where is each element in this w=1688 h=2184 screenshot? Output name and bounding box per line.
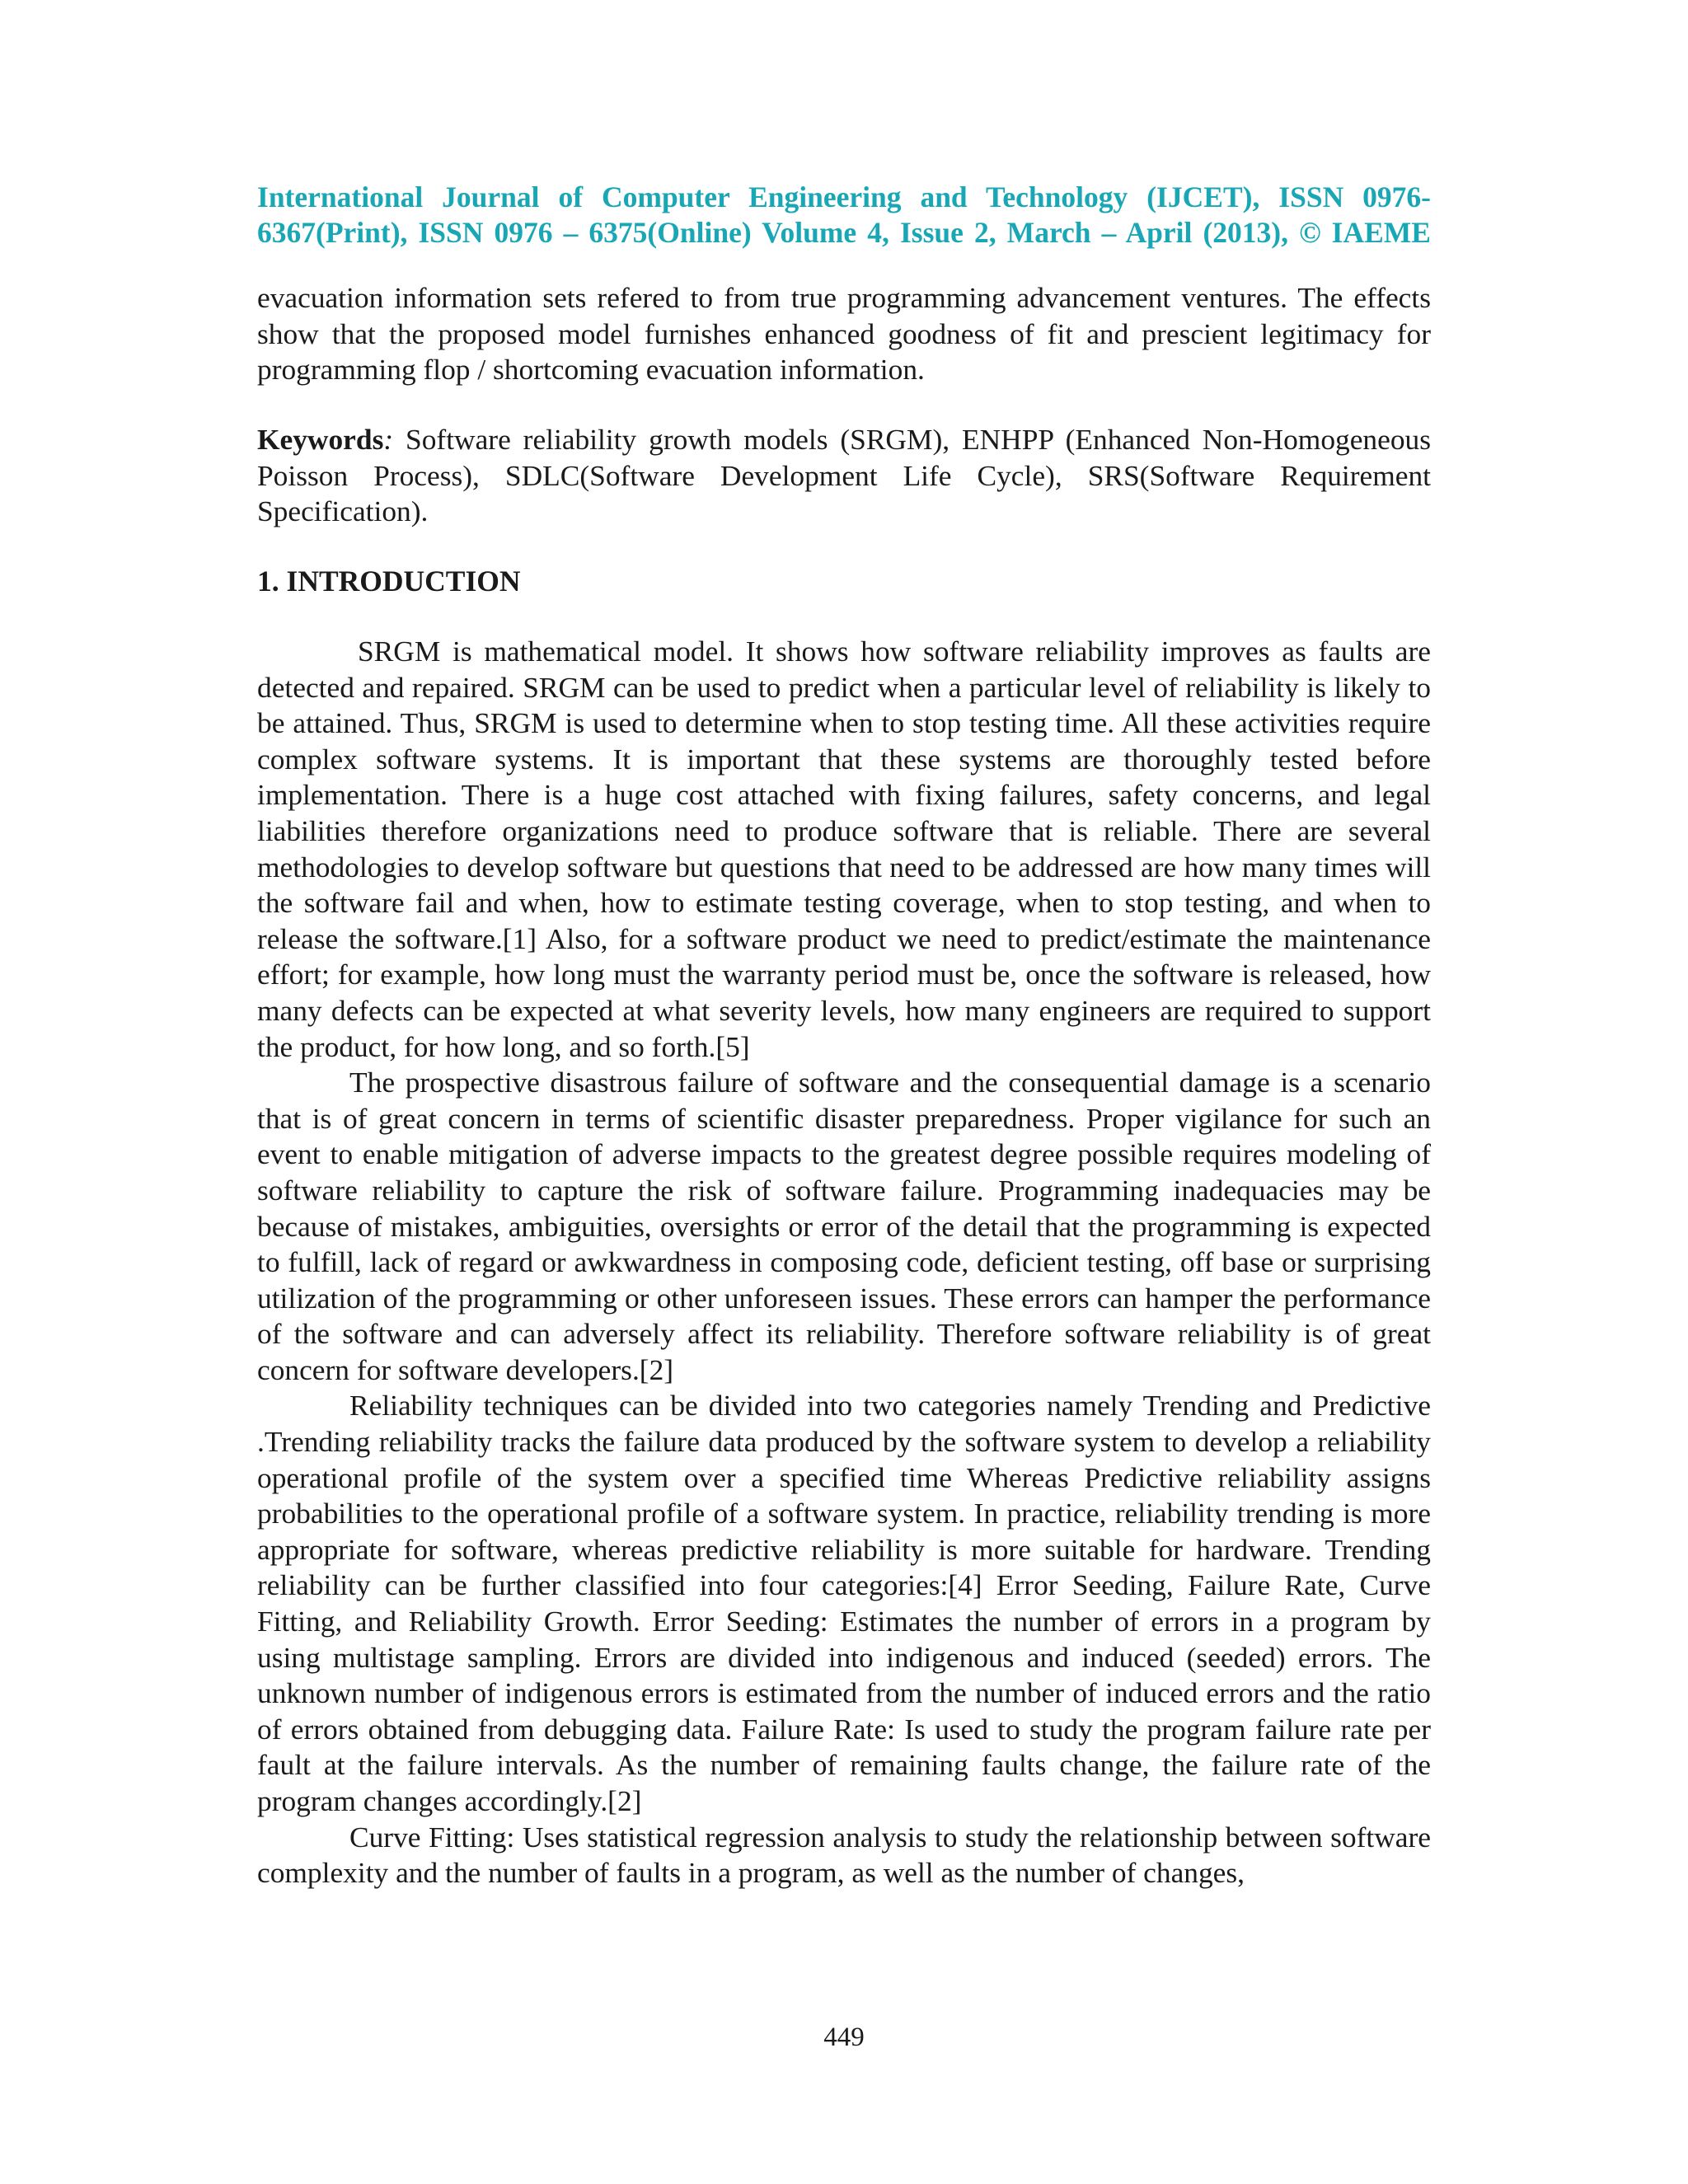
page-number: 449 bbox=[823, 2022, 865, 2052]
paragraph: Reliability techniques can be divided into two categories namely Trending and Predictive .Trending reliability tracks the failure data produced by the software system to develop a reliability operational profile of the system over a specified time Whereas Predictive reliability assigns probabilities to the operational profile of a software system. In practice, reliability trending is more appropriate for software, whereas predictive reliability is more suitable for hardware. Trending reliability can be further classified into four categories:[4] Error Seeding, Failure Rate, Curve Fitting, and Reliability Growth. Error Seeding: Estimates the number of errors in a program by using multistage sampling. Errors are divided into indigenous and induced (seeded) errors. The unknown number of indigenous errors is estimated from the number of induced errors and the ratio of errors obtained from debugging data. Failure Rate: Is used to study the program failure rate per fault at the failure intervals. As the number of remaining faults change, the failure rate of the program changes accordingly.[2] bbox=[257, 1389, 1431, 1817]
journal-running-header bbox=[257, 180, 1431, 251]
keywords-text: Software reliability growth models (SRGM), ENHPP (Enhanced Non-Homogeneous Poisson Process), SDLC(Software Development Life Cycle), SRS(Software Requirement Specification). bbox=[257, 423, 1431, 528]
keywords-block bbox=[257, 422, 1431, 530]
paragraph: The prospective disastrous failure of software and the consequential damage is a scenario that is of great concern in terms of scientific disaster preparedness. Proper vigilance for such an event to enable mitigation of adverse impacts to the greatest degree possible requires modeling of software reliability to capture the risk of software failure. Programming inadequacies may be because of mistakes, ambiguities, oversights or error of the detail that the programming is expected to fulfill, lack of regard or awkwardness in composing code, deficient testing, off base or surprising utilization of the programming or other unforeseen issues. These errors can hamper the performance of the software and can adversely affect its reliability. Therefore software reliability is of great concern for software developers.[2] bbox=[257, 1066, 1431, 1386]
paper-page bbox=[257, 0, 1431, 2184]
keywords-colon: : bbox=[383, 423, 394, 456]
introduction-body bbox=[257, 634, 1431, 1891]
paragraph: SRGM is mathematical model. It shows how software reliability improves as faults are detected and repaired. SRGM can be used to predict when a particular level of reliability is likely to be attained. Thus, SRGM is used to determine when to stop testing time. All these activities require complex software systems. It is important that these systems are thoroughly tested before implementation. There is a huge cost attached with fixing failures, safety concerns, and legal liabilities therefore organizations need to produce software that is reliable. There are several methodologies to develop software but questions that need to be addressed are how many times will the software fail and when, how to estimate testing coverage, when to stop testing, and when to release the software.[1] Also, for a software product we need to predict/estimate the maintenance effort; for example, how long must the warranty period must be, once the software is released, how many defects can be expected at what severity levels, how many engineers are required to support the product, for how long, and so forth.[5] bbox=[257, 635, 1431, 1063]
abstract-continuation: evacuation information sets refered to from true programming advancement ventures. The effects show that the proposed model furnishes enhanced goodness of fit and prescient legitimacy for programming flop / shortcoming evacuation information. bbox=[257, 281, 1431, 387]
section-heading-introduction: 1. INTRODUCTION bbox=[257, 565, 521, 598]
paragraph: Curve Fitting: Uses statistical regression analysis to study the relationship between software complexity and the number of faults in a program, as well as the number of changes, bbox=[257, 1820, 1431, 1890]
keywords-label: Keywords bbox=[257, 423, 384, 456]
journal-header-line-1: International Journal of Computer Engineering and Technology (IJCET), ISSN 0976- bbox=[257, 180, 1431, 213]
journal-header-line-2: 6367(Print), ISSN 0976 – 6375(Online) Volume 4, Issue 2, March – April (2013), © IAEME bbox=[257, 216, 1431, 249]
